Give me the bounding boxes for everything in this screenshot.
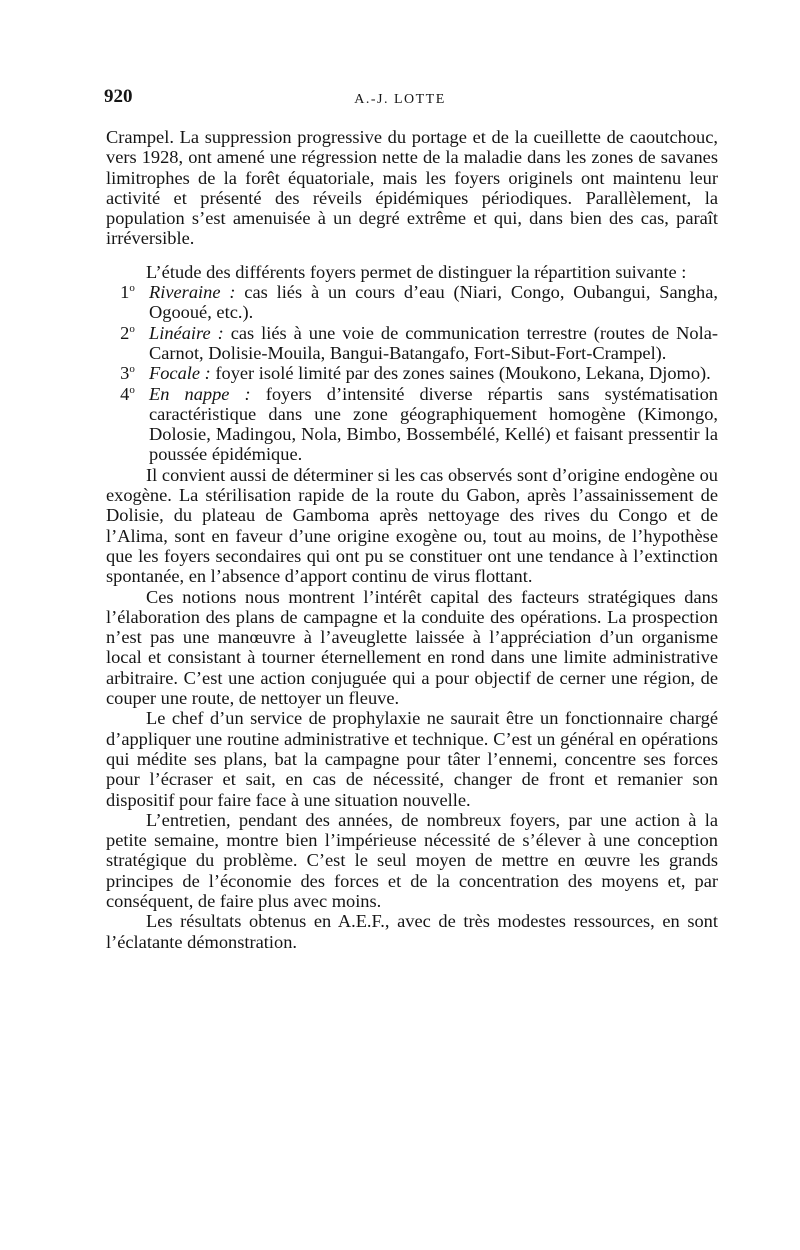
- foyer-type-list: [106, 282, 718, 465]
- list-item: [106, 282, 718, 323]
- paragraph-continuation: Crampel. La suppression progressive du portage et de la cueillette de caoutchouc, vers 1928, ont amené une régression nette de la maladie dans les zones de savanes limitrophes de la forêt équatoriale, mais les foyers originels ont maintenu leur activité et présenté des réveils épidémiques périodiques. Parallèlement, la population s’est amenuisée à un degré extrême et qui, dans bien des cas, paraît irréversible.: [106, 127, 718, 249]
- paragraph-repartition-intro: L’étude des différents foyers permet de distinguer la répartition suivante :: [146, 261, 687, 282]
- list-item-term: Linéaire :: [149, 322, 224, 343]
- body-text: [106, 127, 718, 952]
- paragraph-conclusion: Les résultats obtenus en A.E.F., avec de très modestes ressources, en sont l’éclatante démonstration.: [106, 911, 718, 952]
- paragraph-origin: Il convient aussi de déterminer si les cas observés sont d’origine endogène ou exogène. La stérilisation rapide de la route du Gabon, après l’assainissement de Dolisie, du plateau de Gamboma après nettoyage des rives du Congo et de l’Alima, sont en faveur d’une origine exogène ou, tout au moins, de l’hypothèse que les foyers secondaires qui ont pu se constituer ont une tendance à l’extinction spontanée, en l’absence d’apport continu de virus flottant.: [106, 464, 718, 587]
- list-item-number: 3$^o$: [120, 363, 135, 384]
- list-item-term: En nappe :: [149, 383, 251, 404]
- list-item: [106, 363, 718, 383]
- list-item-number: 2$^o$: [120, 322, 135, 343]
- page-number: 920: [104, 86, 133, 107]
- list-item-number: 4$^o$: [120, 383, 135, 404]
- list-item: [106, 384, 718, 465]
- running-head-author: A.-J. LOTTE: [354, 92, 446, 107]
- paragraph-service-chief: Le chef d’un service de prophylaxie ne saurait être un fonctionnaire chargé d’appliquer une routine administrative et technique. C’est un général en opérations qui médite ses plans, bat la campagne pour tâter l’ennemi, concentre ses forces pour l’écraser et sait, en cas de nécessité, changer de front et remanier son dispositif pour faire face à une situation nouvelle.: [106, 708, 718, 810]
- list-item-term: Focale :: [149, 363, 211, 384]
- paragraph-conception: L’entretien, pendant des années, de nombreux foyers, par une action à la petite semaine, montre bien l’impérieuse nécessité de s’élever à une conception stratégique du problème. C’est le seul moyen de mettre en œuvre les grands principes de l’économie des forces et de la concentration des moyens et, par conséquent, de faire plus avec moins.: [106, 809, 718, 911]
- list-item-term: Riveraine :: [149, 282, 236, 303]
- list-item-text: cas liés à un cours d’eau (Niari, Congo, Oubangui, Sangha, Ogooué, etc.).: [149, 282, 718, 323]
- list-item-text: foyers d’intensité diverse répartis sans systématisation caractéristique dans une zone géographiquement homogène (Kimongo, Dolosie, Madingou, Nola, Bimbo, Bossembélé, Kellé) et faisant pressentir la poussée épidémique.: [149, 383, 718, 465]
- paragraph-strategy: Ces notions nous montrent l’intérêt capital des facteurs stratégiques dans l’élaboration des plans de campagne et la conduite des opérations. La prospection n’est pas une manœuvre à l’aveuglette laissée à l’appréciation d’un organisme local et consistant à tourner éternellement en rond dans une limite administrative arbitraire. C’est une action conjuguée qui a pour objectif de cerner une région, de couper une route, de nettoyer un fleuve.: [106, 586, 718, 709]
- list-item-number: 1$^o$: [120, 281, 135, 303]
- list-item-text: cas liés à une voie de communication terrestre (routes de Nola-Carnot, Dolisie-Mouila, Bangui-Batangafo, Fort-Sibut-Fort-Crampel).: [149, 322, 719, 363]
- list-item: [106, 323, 718, 364]
- list-item-text: foyer isolé limité par des zones saines (Moukono, Lekana, Djomo).: [210, 363, 711, 384]
